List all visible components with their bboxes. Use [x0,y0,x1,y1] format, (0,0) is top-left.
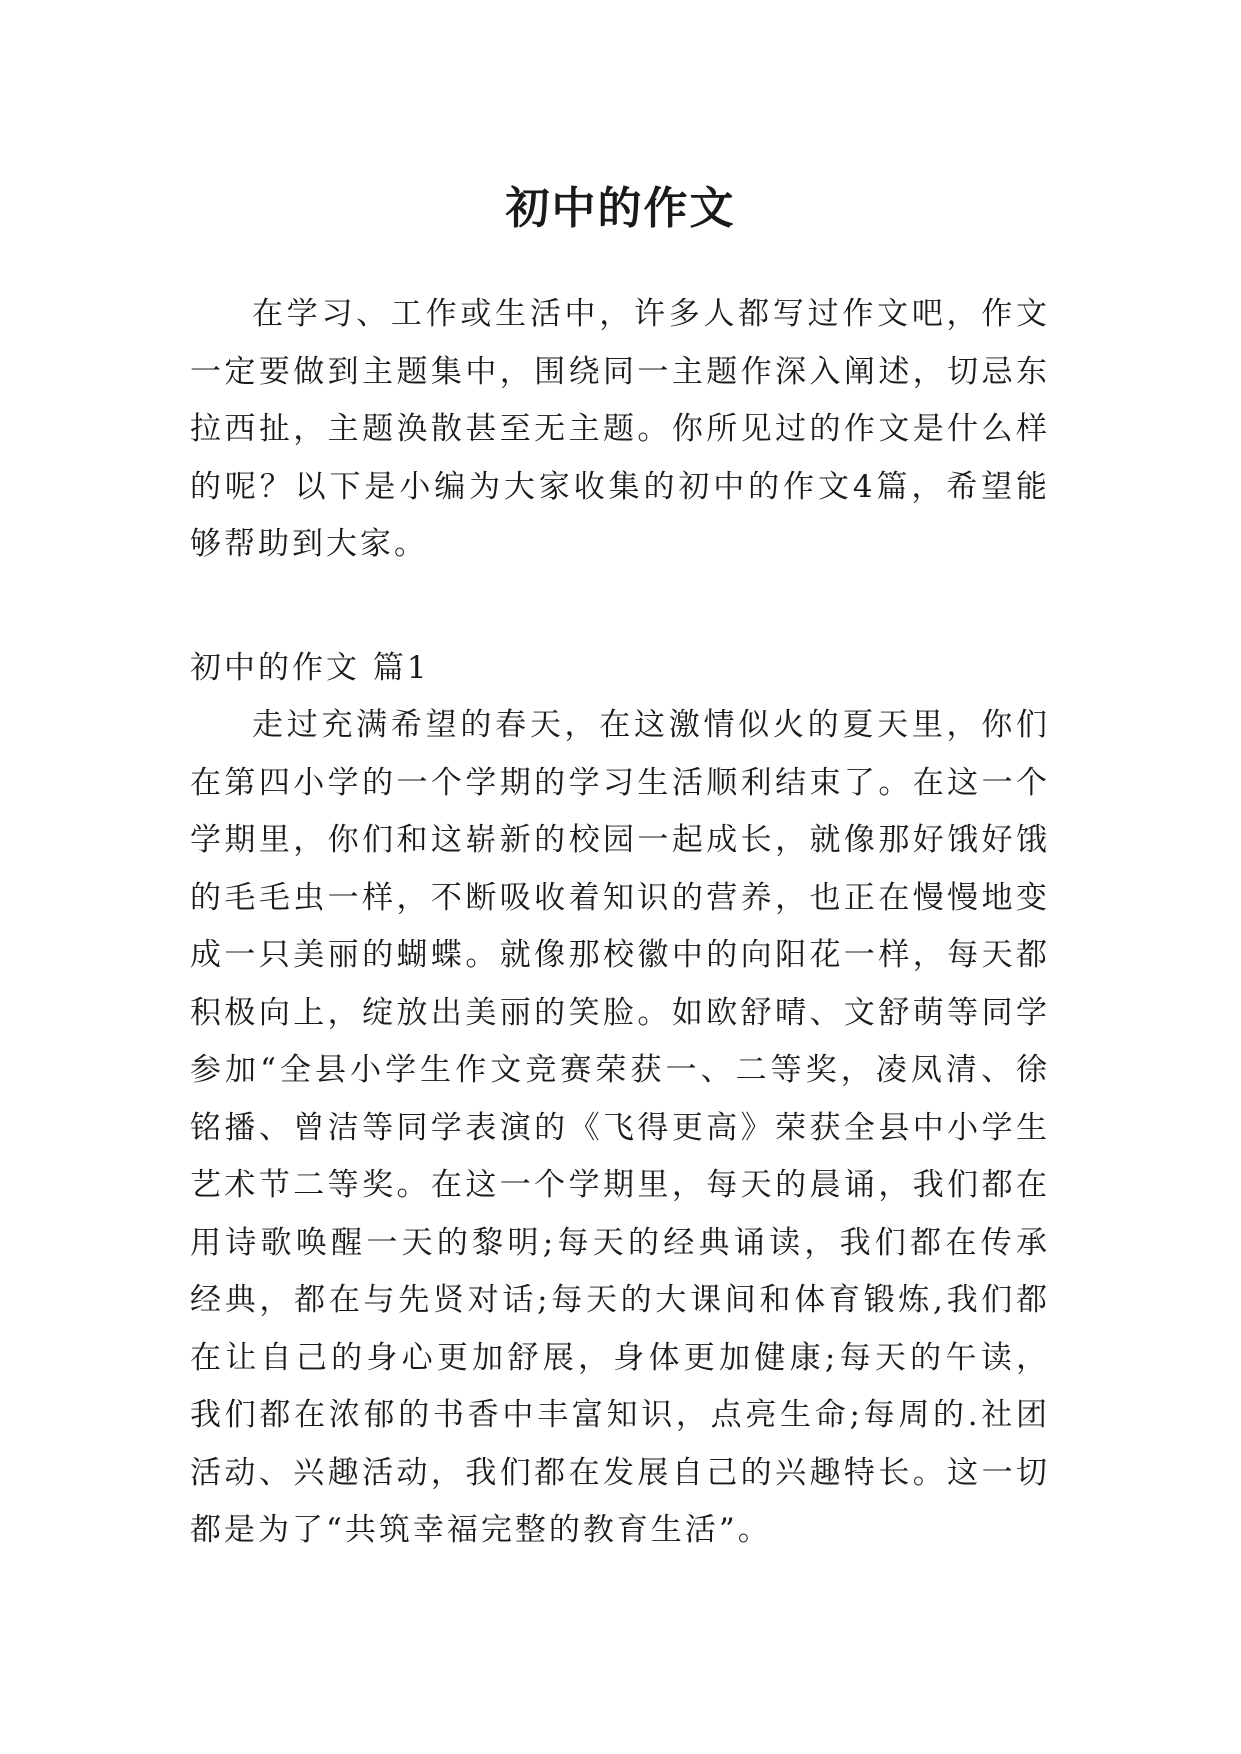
document-title: 初中的作文 [505,183,736,235]
intro-paragraph: 在学习、工作或生活中，许多人都写过作文吧，作文一定要做到主题集中，围绕同一主题作深入阐述，切忌东拉西扯，主题涣散甚至无主题。你所见过的作文是什么样的呢？以下是小编为大家收集的初中的作文4篇，希望能够帮助到大家。 [190,296,1050,562]
essay-paragraph: 走过充满希望的春天，在这激情似火的夏天里，你们在第四小学的一个学期的学习生活顺利结束了。在这一个学期里，你们和这崭新的校园一起成长，就像那好饿好饿的毛毛虫一样，不断吸收着知识的营养，也正在慢慢地变成一只美丽的蝴蝶。就像那校徽中的向阳花一样，每天都积极向上，绽放出美丽的笑脸。如欧舒晴、文舒萌等同学参加“全县小学生作文竞赛荣获一、二等奖，凌凤清、徐铭播、曾洁等同学表演的《飞得更高》荣获全县中小学生艺术节二等奖。在这一个学期里，每天的晨诵，我们都在用诗歌唤醒一天的黎明;每天的经典诵读，我们都在传承经典，都在与先贤对话;每天的大课间和体育锻炼,我们都在让自己的身心更加舒展，身体更加健康;每天的午读，我们都在浓郁的书香中丰富知识，点亮生命;每周的.社团活动、兴趣活动，我们都在发展自己的兴趣特长。这一切都是为了“共筑幸福完整的教育生活”。 [190,707,1050,1548]
section-heading: 初中的作文 篇1 [190,650,430,686]
